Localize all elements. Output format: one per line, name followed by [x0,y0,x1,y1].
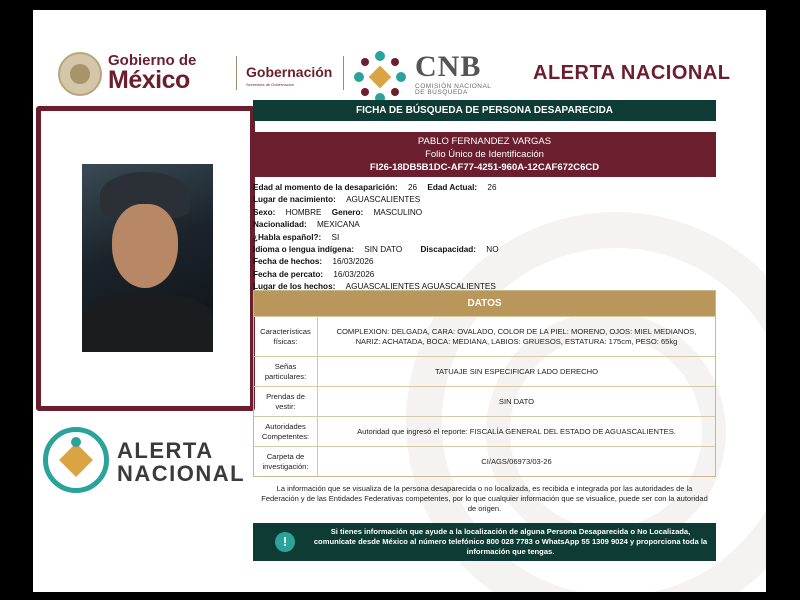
contact-text: Si tienes información que ayude a la localización de alguna Persona Desaparecida o No Localizada, comunícate desde México al número telefónico 800 028 7783 o WhatsApp 55 1309 9024 y proporciona toda la información que tengas. [313,527,708,556]
edad-actual-value: 26 [487,183,497,192]
alerta-logo-line2: NACIONAL [117,461,246,487]
espanol-label: ¿Habla español?: [253,232,322,242]
datos-row-value: TATUAJE SIN ESPECIFICAR LADO DERECHO [434,366,598,376]
info-row [253,244,716,256]
alerta-nacional-logo [43,427,253,499]
percato-value: 16/03/2026 [333,269,375,279]
espanol-value: SI [331,232,340,242]
cnb-icon [353,50,407,104]
disclaimer-text: La información que se visualiza de la persona desaparecida o no localizada, es recibida e integrada por las autoridades de la Federación y de las Entidades Federativas competentes, por lo que cualquier información que se visualice, puede ser con la autoridad de origen. [261,484,708,513]
alert-title: ALERTA NACIONAL [533,62,731,84]
cnb-sub-line2: DE BÚSQUEDA [415,89,468,97]
idioma-label: Idioma o lengua indígena: [253,245,354,255]
person-name: PABLO FERNANDEZ VARGAS [417,136,552,147]
ficha-title-bar: FICHA DE BÚSQUEDA DE PERSONA DESAPARECIDA [253,100,716,121]
datos-row-label: Características físicas: [254,317,318,356]
datos-row-value: Autoridad que ingresó el reporte: FISCALÍA GENERAL DEL ESTADO DE AGUASCALIENTES. [357,426,676,436]
info-row [253,182,716,194]
gobierno-line2: México [108,66,190,94]
photo-shirt-shape [82,294,213,352]
nacionalidad-label: Nacionalidad: [253,220,307,230]
nacimiento-label: Lugar de nacimiento: [253,195,336,205]
person-header [253,132,716,177]
datos-row [254,386,715,416]
gobernacion-text: Gobernación [246,64,333,80]
info-row [253,256,716,268]
photo-frame [36,106,255,411]
datos-row [254,316,715,356]
cnb-sub-line1: COMISIÓN NACIONAL [415,83,492,90]
hechos-value: 16/03/2026 [332,257,374,267]
genero-value: MASCULINO [373,207,423,217]
header-divider [236,56,237,90]
edad-desap-label: Edad al momento de la desaparición: [253,183,398,192]
person-info [253,182,716,294]
mexico-seal-icon [58,52,102,96]
nacimiento-value: AGUASCALIENTES [346,195,421,205]
datos-row [254,416,715,446]
datos-row-value: CI/AGS/06973/03-26 [481,456,552,466]
edad-desap-value: 26 [407,183,418,192]
poster-header [58,48,748,102]
datos-row [254,446,715,476]
cnb-acronym: CNB [415,50,482,83]
datos-row-value: COMPLEXION: DELGADA, CARA: OVALADO, COLOR DE LA PIEL: MORENO, OJOS: MIEL MEDIANOS, NARIZ: ACHATADA, BOCA: MEDIANA, LABIOS: GRUESOS, ESTATURA: 175cm, PESO: 65kg [336,326,697,346]
edad-actual-label: Edad Actual: [427,183,478,192]
info-row [253,232,716,244]
datos-title: DATOS [254,291,715,316]
contact-footer [253,523,716,561]
alert-exclamation-icon: ! [275,532,295,552]
info-row [253,219,716,231]
header-divider [343,56,344,90]
info-row [253,207,716,219]
lugar-label: Lugar de los hechos: [253,282,336,292]
datos-row-label: Señas particulares: [254,357,318,386]
gobernacion-subtext: Secretaría de Gobernación [246,82,295,87]
alerta-nacional-text [117,439,245,485]
alerta-logo-line1: ALERTA [117,438,214,463]
datos-row [254,356,715,386]
folio-id: FI26-18DB5B1DC-AF77-4251-960A-12CAF672C6CD [369,162,600,173]
nacionalidad-value: MEXICANA [316,220,360,230]
idioma-value: SIN DATO [364,245,403,255]
photo-face-shape [112,204,178,288]
folio-label: Folio Único de Identificación [425,149,544,160]
discapacidad-label: Discapacidad: [420,245,476,255]
alerta-nacional-icon [43,427,109,493]
gobierno-de-mexico-logo [108,53,196,93]
sexo-label: Sexo: [253,207,276,217]
person-photo [82,164,213,352]
discapacidad-value: NO [486,245,499,255]
info-row [253,194,716,206]
sexo-value: HOMBRE [285,207,322,217]
datos-row-label: Prendas de vestir: [254,387,318,416]
datos-table [253,290,716,477]
info-row [253,269,716,281]
cnb-logo-text [415,50,491,96]
datos-row-label: Carpeta de investigación: [254,447,318,476]
hechos-label: Fecha de hechos: [253,257,323,267]
lugar-value: AGUASCALIENTES AGUASCALIENTES [345,282,496,292]
percato-label: Fecha de percato: [253,269,324,279]
datos-row-label: Autoridades Competentes: [254,417,318,446]
genero-label: Genero: [331,207,364,217]
gobernacion-logo [246,64,332,87]
gobierno-line1: Gobierno de [108,52,197,69]
datos-row-value: SIN DATO [498,396,535,406]
